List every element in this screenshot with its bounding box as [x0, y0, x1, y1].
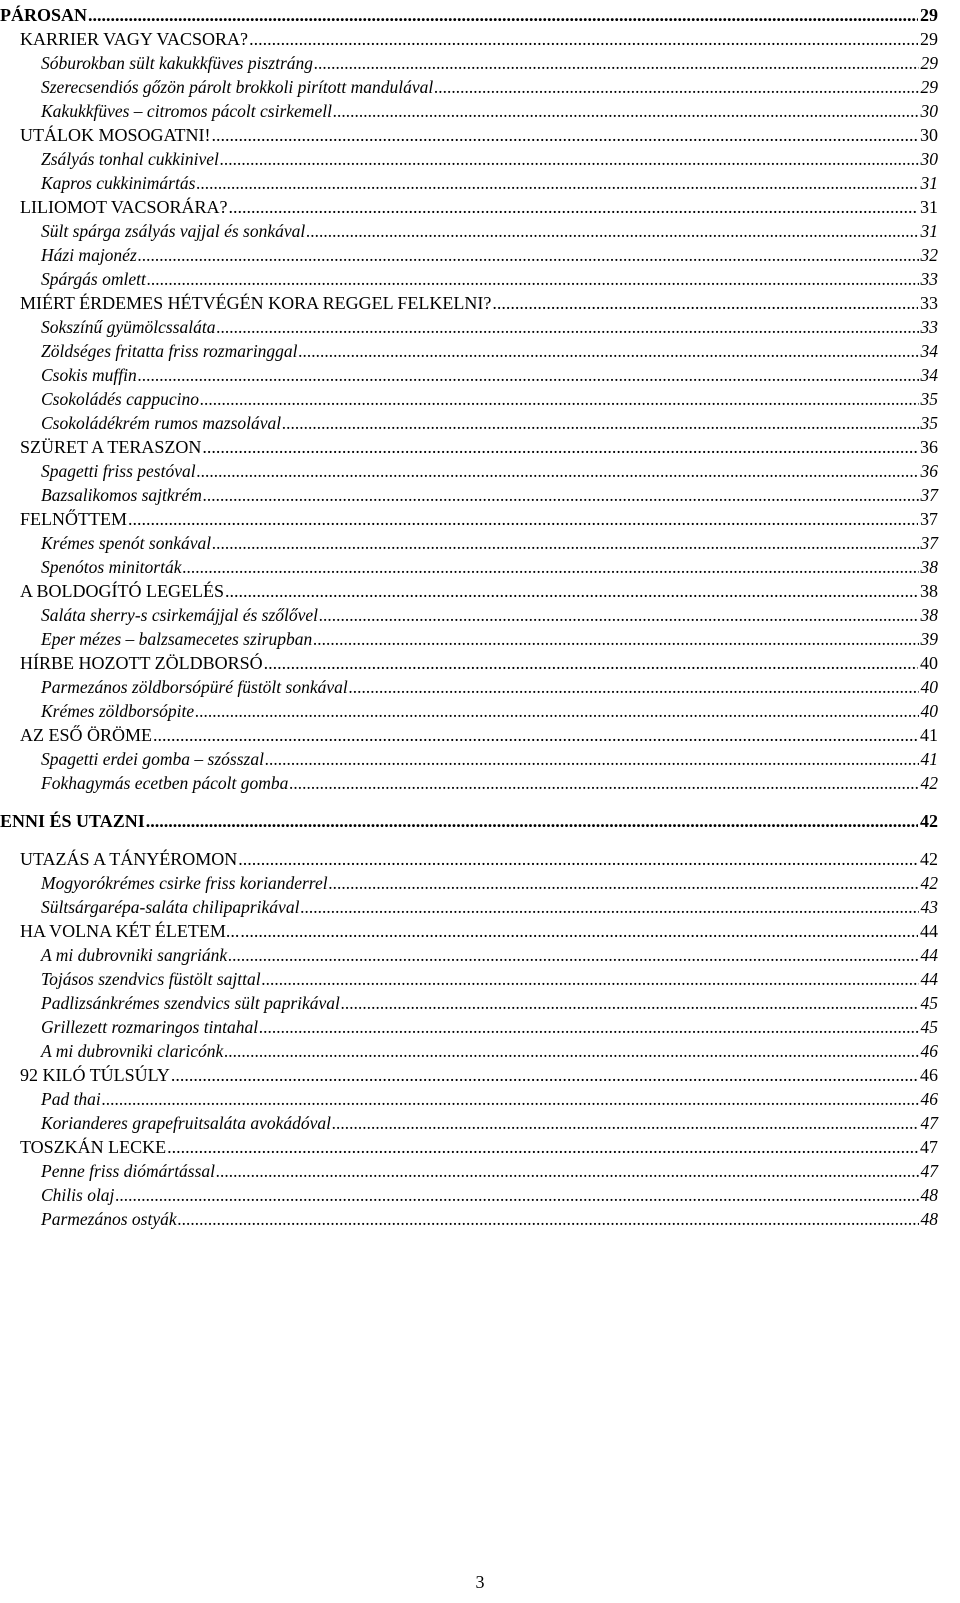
toc-entry-page: 42 [920, 811, 938, 831]
toc-recipe-entry[interactable] [41, 531, 938, 555]
toc-entry-title: Chilis olaj [41, 1185, 115, 1205]
toc-entry-title: Grillezett rozmaringos tintahal [41, 1017, 259, 1037]
toc-entry-title: Zsályás tonhal cukkinivel [41, 149, 219, 169]
toc-leader-dots [196, 171, 918, 195]
toc-leader-dots [171, 1063, 918, 1087]
toc-entry-title: UTÁLOK MOSOGATNI! [20, 125, 211, 145]
toc-leader-dots [128, 507, 918, 531]
toc-leader-dots [249, 27, 918, 51]
toc-recipe-entry[interactable] [41, 1111, 938, 1135]
toc-entry-title: PÁROSAN [0, 5, 88, 25]
toc-entry-title: HÍRBE HOZOTT ZÖLDBORSÓ [20, 653, 263, 673]
toc-chapter-entry[interactable] [20, 847, 938, 871]
toc-entry-title: FELNŐTTEM [20, 509, 127, 529]
toc-recipe-entry[interactable] [41, 411, 938, 435]
toc-leader-dots [333, 99, 919, 123]
toc-entry-title: Sóburokban sült kakukkfüves pisztráng [41, 53, 314, 73]
toc-chapter-entry[interactable] [20, 123, 938, 147]
toc-leader-dots [212, 531, 918, 555]
toc-recipe-entry[interactable] [41, 943, 938, 967]
toc-entry-title: Spárgás omlett [41, 269, 146, 289]
toc-entry-page: 44 [920, 969, 938, 989]
toc-recipe-entry[interactable] [41, 1039, 938, 1063]
toc-chapter-entry[interactable] [20, 195, 938, 219]
toc-entry-title: Padlizsánkrémes szendvics sült paprikával [41, 993, 340, 1013]
toc-entry-page: 31 [920, 197, 938, 217]
toc-entry-page: 37 [920, 485, 938, 505]
toc-entry-page: 29 [920, 77, 938, 97]
toc-entry-title: SZÜRET A TERASZON [20, 437, 202, 457]
toc-entry-page: 29 [920, 5, 938, 25]
toc-leader-dots [264, 651, 918, 675]
toc-recipe-entry[interactable] [41, 147, 938, 171]
toc-entry-page: 31 [920, 221, 938, 241]
toc-entry-page: 48 [920, 1209, 938, 1229]
toc-entry-page: 45 [920, 993, 938, 1013]
toc-entry-page: 29 [920, 53, 938, 73]
toc-leader-dots [178, 1207, 919, 1231]
toc-entry-page: 45 [920, 1017, 938, 1037]
toc-leader-dots [259, 1015, 918, 1039]
toc-leader-dots [492, 291, 918, 315]
toc-leader-dots [225, 579, 918, 603]
toc-chapter-entry[interactable] [20, 291, 938, 315]
toc-leader-dots [349, 675, 919, 699]
toc-entry-page: 38 [920, 557, 938, 577]
toc-recipe-entry[interactable] [41, 243, 938, 267]
toc-leader-dots [306, 219, 918, 243]
toc-recipe-entry[interactable] [41, 699, 938, 723]
toc-recipe-entry[interactable] [41, 75, 938, 99]
toc-entry-title: Csokoládékrém rumos mazsolával [41, 413, 282, 433]
toc-recipe-entry[interactable] [41, 1183, 938, 1207]
toc-entry-title: TOSZKÁN LECKE [20, 1137, 167, 1157]
toc-leader-dots [299, 339, 919, 363]
toc-entry-title: MIÉRT ÉRDEMES HÉTVÉGÉN KORA REGGEL FELKELNI? [20, 293, 492, 313]
toc-leader-dots [212, 123, 919, 147]
toc-leader-dots [202, 435, 918, 459]
toc-chapter-entry[interactable] [20, 507, 938, 531]
toc-entry-title: Sültsárgarépa-saláta chilipaprikával [41, 897, 300, 917]
toc-entry-title: Parmezános zöldborsópüré füstölt sonkával [41, 677, 348, 697]
toc-leader-dots [195, 699, 918, 723]
toc-recipe-entry[interactable] [41, 771, 938, 795]
toc-leader-dots [224, 1039, 918, 1063]
toc-leader-dots [313, 627, 918, 651]
toc-recipe-entry[interactable] [41, 555, 938, 579]
page-number: 3 [475, 1572, 485, 1592]
toc-recipe-entry[interactable] [41, 967, 938, 991]
toc-leader-dots [282, 411, 918, 435]
toc-leader-dots [182, 555, 918, 579]
toc-recipe-entry[interactable] [41, 1015, 938, 1039]
toc-entry-title: Bazsalikomos sajtkrém [41, 485, 202, 505]
toc-entry-title: 92 KILÓ TÚLSÚLY [20, 1065, 170, 1085]
toc-entry-page: 39 [920, 629, 938, 649]
toc-entry-page: 46 [920, 1065, 938, 1085]
toc-leader-dots [314, 51, 918, 75]
toc-leader-dots [265, 747, 919, 771]
toc-recipe-entry[interactable] [41, 1087, 938, 1111]
toc-entry-title: Eper mézes – balzsamecetes szirupban [41, 629, 313, 649]
toc-entry-title: Spenótos minitorták [41, 557, 182, 577]
toc-entry-page: 29 [920, 29, 938, 49]
toc-entry-page: 32 [920, 245, 938, 265]
toc-entry-title: KARRIER VAGY VACSORA? [20, 29, 249, 49]
toc-entry-page: 41 [920, 749, 938, 769]
toc-recipe-entry[interactable] [41, 483, 938, 507]
toc-entry-title: Sokszínű gyümölcssaláta [41, 317, 216, 337]
toc-recipe-entry[interactable] [41, 363, 938, 387]
toc-leader-dots [216, 1159, 918, 1183]
toc-leader-dots [341, 991, 919, 1015]
toc-recipe-entry[interactable] [41, 991, 938, 1015]
toc-chapter-entry[interactable] [20, 27, 938, 51]
toc-entry-page: 44 [920, 921, 938, 941]
toc-leader-dots [146, 809, 918, 833]
toc-entry-title: Penne friss diómártással [41, 1161, 216, 1181]
toc-leader-dots [300, 895, 918, 919]
toc-part-entry[interactable] [0, 3, 938, 27]
toc-leader-dots [434, 75, 918, 99]
toc-entry-title: Krémes spenót sonkával [41, 533, 212, 553]
toc-recipe-entry[interactable] [41, 1207, 938, 1231]
toc-leader-dots [262, 967, 919, 991]
toc-recipe-entry[interactable] [41, 871, 938, 895]
toc-entry-page: 35 [920, 413, 938, 433]
toc-entry-page: 38 [920, 605, 938, 625]
toc-leader-dots [319, 603, 918, 627]
toc-entry-title: A mi dubrovniki claricónk [41, 1041, 224, 1061]
toc-entry-page: 46 [920, 1041, 938, 1061]
toc-recipe-entry[interactable] [41, 339, 938, 363]
toc-recipe-entry[interactable] [41, 171, 938, 195]
toc-entry-page: 36 [920, 437, 938, 457]
toc-recipe-entry[interactable] [41, 895, 938, 919]
toc-entry-title: AZ ESŐ ÖRÖME [20, 725, 153, 745]
toc-chapter-entry[interactable] [20, 435, 938, 459]
toc-entry-page: 34 [920, 365, 938, 385]
toc-entry-title: UTAZÁS A TÁNYÉROMON [20, 849, 238, 869]
toc-entry-title: Korianderes grapefruitsaláta avokádóval [41, 1113, 332, 1133]
toc-entry-page: 47 [920, 1113, 938, 1133]
toc-recipe-entry[interactable] [41, 459, 938, 483]
toc-entry-title: Fokhagymás ecetben pácolt gomba [41, 773, 289, 793]
toc-entry-title: Pad thai [41, 1089, 101, 1109]
toc-entry-page: 43 [920, 897, 938, 917]
toc-leader-dots [138, 363, 919, 387]
toc-entry-page: 33 [920, 269, 938, 289]
toc-leader-dots [228, 943, 918, 967]
toc-leader-dots [238, 847, 918, 871]
toc-entry-title: Tojásos szendvics füstölt sajttal [41, 969, 261, 989]
toc-entry-page: 35 [920, 389, 938, 409]
toc-entry-title: Házi majonéz [41, 245, 137, 265]
toc-recipe-entry[interactable] [41, 603, 938, 627]
toc-leader-dots [229, 195, 918, 219]
toc-entry-page: 47 [920, 1137, 938, 1157]
toc-leader-dots [102, 1087, 919, 1111]
toc-entry-page: 42 [920, 773, 938, 793]
toc-entry-title: HA VOLNA KÉT ÉLETEM... [20, 921, 240, 941]
toc-chapter-entry[interactable] [20, 651, 938, 675]
toc-entry-page: 48 [920, 1185, 938, 1205]
toc-recipe-entry[interactable] [41, 627, 938, 651]
toc-recipe-entry[interactable] [41, 99, 938, 123]
toc-recipe-entry[interactable] [41, 747, 938, 771]
toc-entry-title: ENNI ÉS UTAZNI [0, 811, 145, 831]
toc-entry-title: A mi dubrovniki sangriánk [41, 945, 228, 965]
toc-entry-title: Sült spárga zsályás vajjal és sonkával [41, 221, 306, 241]
toc-entry-title: Szerecsendiós gőzön párolt brokkoli pirított mandulával [41, 77, 434, 97]
toc-recipe-entry[interactable] [41, 267, 938, 291]
toc-leader-dots [197, 459, 919, 483]
toc-chapter-entry[interactable] [20, 1063, 938, 1087]
toc-leader-dots [240, 919, 918, 943]
toc-chapter-entry[interactable] [20, 1135, 938, 1159]
toc-entry-page: 46 [920, 1089, 938, 1109]
toc-entry-title: Saláta sherry-s csirkemájjal és szőlővel [41, 605, 319, 625]
toc-entry-page: 33 [920, 293, 938, 313]
toc-entry-title: A BOLDOGÍTÓ LEGELÉS [20, 581, 224, 601]
toc-entry-title: Krémes zöldborsópite [41, 701, 195, 721]
toc-entry-page: 42 [920, 873, 938, 893]
toc-entry-title: Mogyorókrémes csirke friss korianderrel [41, 873, 328, 893]
toc-leader-dots [138, 243, 919, 267]
toc-leader-dots [289, 771, 918, 795]
toc-recipe-entry[interactable] [41, 675, 938, 699]
toc-recipe-entry[interactable] [41, 315, 938, 339]
toc-entry-page: 31 [920, 173, 938, 193]
toc-entry-page: 42 [920, 849, 938, 869]
toc-entry-page: 47 [920, 1161, 938, 1181]
toc-entry-page: 33 [920, 317, 938, 337]
toc-entry-page: 41 [920, 725, 938, 745]
toc-leader-dots [203, 483, 919, 507]
toc-part-entry[interactable] [0, 809, 938, 833]
toc-leader-dots [329, 871, 919, 895]
toc-entry-title: Csokis muffin [41, 365, 137, 385]
toc-chapter-entry[interactable] [20, 919, 938, 943]
toc-chapter-entry[interactable] [20, 723, 938, 747]
toc-leader-dots [332, 1111, 918, 1135]
toc-entry-page: 34 [920, 341, 938, 361]
toc-entry-page: 36 [920, 461, 938, 481]
toc-leader-dots [115, 1183, 918, 1207]
toc-entry-page: 37 [920, 533, 938, 553]
toc-entry-page: 30 [920, 125, 938, 145]
toc-recipe-entry[interactable] [41, 51, 938, 75]
toc-entry-title: LILIOMOT VACSORÁRA? [20, 197, 228, 217]
toc-entry-title: Spagetti friss pestóval [41, 461, 196, 481]
toc-leader-dots [153, 723, 918, 747]
toc-leader-dots [217, 315, 919, 339]
toc-entry-title: Kakukkfüves – citromos pácolt csirkemell [41, 101, 332, 121]
toc-recipe-entry[interactable] [41, 219, 938, 243]
toc-chapter-entry[interactable] [20, 579, 938, 603]
toc-entry-page: 44 [920, 945, 938, 965]
toc-entry-page: 37 [920, 509, 938, 529]
toc-entry-title: Zöldséges fritatta friss rozmaringgal [41, 341, 298, 361]
toc-leader-dots [200, 387, 919, 411]
toc-entry-page: 30 [920, 149, 938, 169]
toc-leader-dots [167, 1135, 918, 1159]
toc-entry-page: 40 [920, 701, 938, 721]
toc-entry-page: 40 [920, 653, 938, 673]
toc-leader-dots [88, 3, 918, 27]
toc-leader-dots [147, 267, 919, 291]
toc-entry-title: Csokoládés cappucino [41, 389, 199, 409]
toc-entry-page: 30 [920, 101, 938, 121]
toc-leader-dots [220, 147, 919, 171]
toc-entry-title: Spagetti erdei gomba – szósszal [41, 749, 264, 769]
toc-entry-title: Parmezános ostyák [41, 1209, 177, 1229]
toc-entry-page: 38 [920, 581, 938, 601]
toc-recipe-entry[interactable] [41, 1159, 938, 1183]
toc-entry-title: Kapros cukkinimártás [41, 173, 196, 193]
toc-recipe-entry[interactable] [41, 387, 938, 411]
toc-entry-page: 40 [920, 677, 938, 697]
